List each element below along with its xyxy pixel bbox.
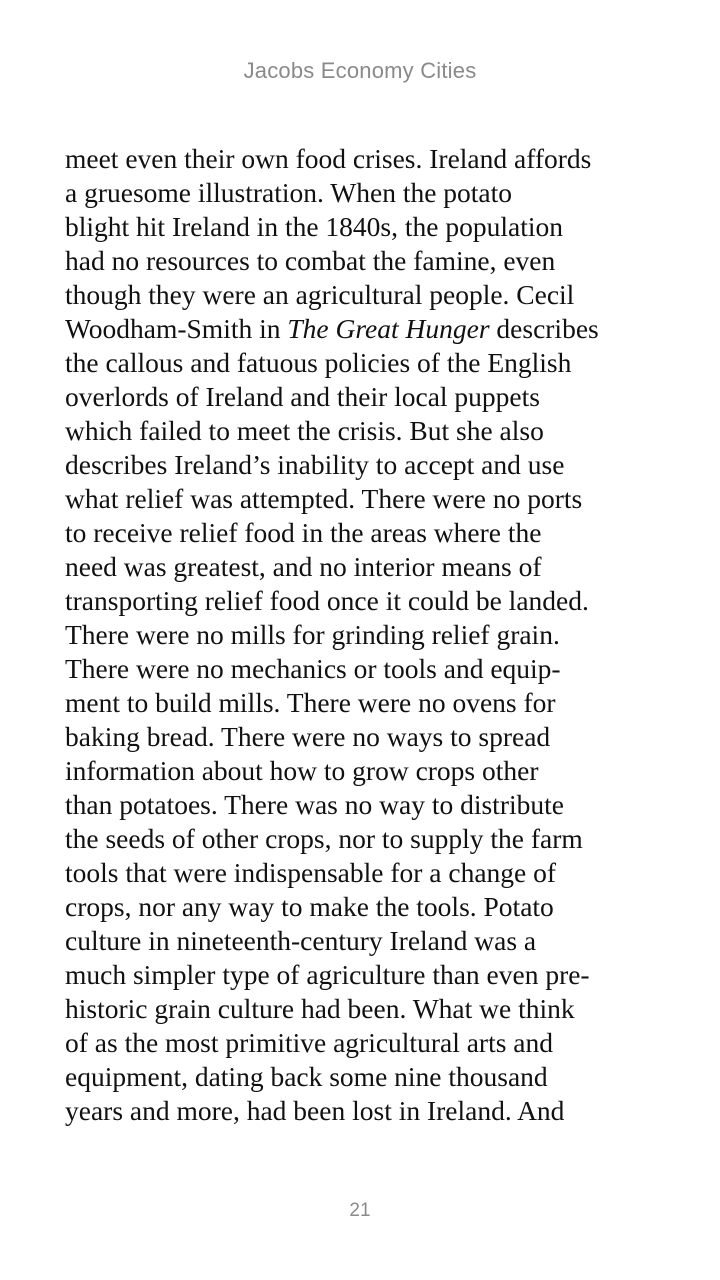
- text-run: describes: [489, 313, 599, 344]
- text-line: [65, 312, 665, 346]
- text-line: historic grain culture had been. What we think: [65, 993, 575, 1024]
- page-number: 21: [349, 1200, 371, 1221]
- text-line: of as the most primitive agricultural arts and: [65, 1027, 553, 1058]
- text-line: ment to build mills. There were no ovens for: [65, 687, 556, 718]
- text-line: had no resources to combat the famine, even: [65, 245, 556, 276]
- text-line: There were no mills for grinding relief grain.: [65, 619, 560, 650]
- text-line: than potatoes. There was no way to distribute: [65, 789, 564, 820]
- text-line: the seeds of other crops, nor to supply the farm: [65, 823, 583, 854]
- text-run: Woodham-Smith in: [65, 313, 288, 344]
- text-line: tools that were indispensable for a change of: [65, 857, 557, 888]
- text-line: transporting relief food once it could be landed.: [65, 585, 589, 616]
- text-line: years and more, had been lost in Ireland. And: [65, 1095, 565, 1126]
- text-line: culture in nineteenth-century Ireland was a: [65, 925, 537, 956]
- book-reference: The Great Hunger: [287, 313, 490, 344]
- text-line: much simpler type of agriculture than even pre-: [65, 959, 590, 990]
- text-line: which failed to meet the crisis. But she also: [65, 415, 544, 446]
- text-line: blight hit Ireland in the 1840s, the population: [65, 211, 563, 242]
- text-line: overlords of Ireland and their local puppets: [65, 381, 540, 412]
- text-line: There were no mechanics or tools and equip-: [65, 653, 561, 684]
- text-line: a gruesome illustration. When the potato: [65, 177, 513, 208]
- text-line: describes Ireland’s inability to accept and use: [65, 449, 565, 480]
- text-line: crops, nor any way to make the tools. Potato: [65, 891, 554, 922]
- text-line: baking bread. There were no ways to spread: [65, 721, 551, 752]
- text-line: equipment, dating back some nine thousand: [65, 1061, 548, 1092]
- text-line: need was greatest, and no interior means of: [65, 551, 542, 582]
- text-line: though they were an agricultural people. Cecil: [65, 279, 575, 310]
- text-line: the callous and fatuous policies of the English: [65, 347, 572, 378]
- text-line: to receive relief food in the areas where the: [65, 517, 542, 548]
- book-title[interactable]: Jacobs Economy Cities: [243, 58, 477, 83]
- page-text[interactable]: [65, 142, 665, 1128]
- text-line: what relief was attempted. There were no ports: [65, 483, 583, 514]
- text-line: information about how to grow crops other: [65, 755, 539, 786]
- text-line: meet even their own food crises. Ireland affords: [65, 143, 592, 174]
